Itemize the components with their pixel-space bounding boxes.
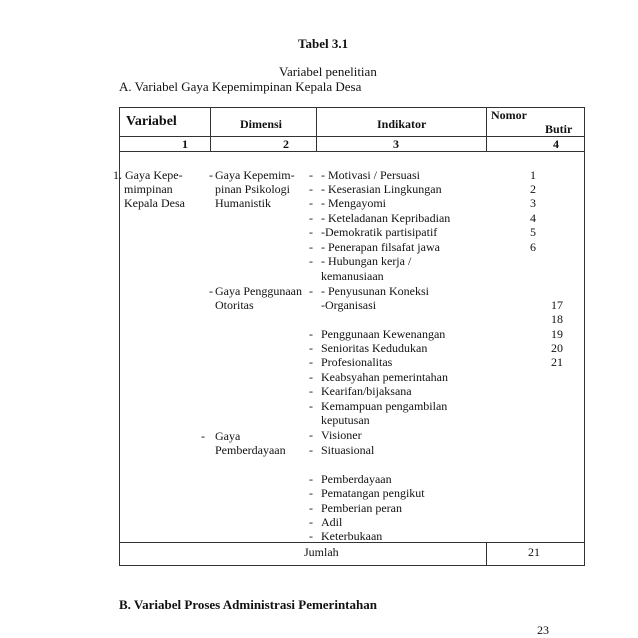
item-number: 20 <box>551 341 563 355</box>
indicator-item: - Hubungan kerja / <box>321 254 412 268</box>
variable-line: mimpinan <box>124 182 173 196</box>
col-divider-3 <box>486 107 487 152</box>
dash-marker: - <box>309 196 313 210</box>
dimension-line: Gaya Kepemim- <box>215 168 295 182</box>
indicator-item: Adil <box>321 515 343 529</box>
subtitle: Variabel penelitian <box>279 64 377 79</box>
dimension-bullet: - <box>209 284 213 298</box>
dash-marker: - <box>309 501 313 515</box>
dash-marker: - <box>309 515 313 529</box>
item-number: 19 <box>551 327 563 341</box>
section-a-heading: A. Variabel Gaya Kepemimpinan Kepala Desa <box>119 79 362 94</box>
dash-marker: - <box>309 370 313 384</box>
dash-marker: - <box>309 355 313 369</box>
indicator-item: kemanusiaan <box>321 269 384 283</box>
dimension-line: Pemberdayaan <box>215 443 286 457</box>
dash-marker: - <box>309 284 313 298</box>
dimension-line: Gaya <box>215 429 241 443</box>
col-divider-total <box>486 542 487 566</box>
dash-marker: - <box>309 341 313 355</box>
item-number: 18 <box>551 312 563 326</box>
col-number-1: 1 <box>182 137 188 151</box>
table-colnum-divider <box>119 151 585 152</box>
dimension-line: Otoritas <box>215 298 254 312</box>
dash-marker: - <box>309 254 313 268</box>
dash-marker: - <box>309 529 313 543</box>
header-indikator: Indikator <box>377 117 427 131</box>
header-butir: Butir <box>545 122 573 136</box>
item-number: 17 <box>551 298 563 312</box>
dimension-line: pinan Psikologi <box>215 182 291 196</box>
dash-marker: - <box>309 443 313 457</box>
dimension-line: Humanistik <box>215 196 271 210</box>
dash-marker: - <box>309 240 313 254</box>
table-title: Tabel 3.1 <box>298 36 349 51</box>
indicator-item: - Motivasi / Persuasi <box>321 168 420 182</box>
indicator-item: -Organisasi <box>321 298 377 312</box>
header-variabel: Variabel <box>126 114 177 129</box>
dash-marker: - <box>309 225 313 239</box>
indicator-item: -Demokratik partisipatif <box>321 225 438 239</box>
indicator-item: Situasional <box>321 443 375 457</box>
section-b-heading: B. Variabel Proses Administrasi Pemerintahan <box>119 597 377 612</box>
dash-marker: - <box>309 472 313 486</box>
indicator-item: Pematangan pengikut <box>321 486 425 500</box>
indicator-item: - Keserasian Lingkungan <box>321 182 442 196</box>
indicator-item: Profesionalitas <box>321 355 393 369</box>
indicator-item: - Mengayomi <box>321 196 386 210</box>
header-dimensi: Dimensi <box>240 117 282 131</box>
table-header-divider <box>119 136 585 137</box>
dash-marker: - <box>309 327 313 341</box>
col-number-3: 3 <box>393 137 399 151</box>
indicator-item: Keabsyahan pemerintahan <box>321 370 448 384</box>
dash-marker: - <box>309 486 313 500</box>
col-number-4: 4 <box>553 137 559 151</box>
indicator-item: - Penerapan filsafat jawa <box>321 240 440 254</box>
indicator-item: Pemberian peran <box>321 501 402 515</box>
table-border-right <box>584 107 585 566</box>
variable-line: 1. Gaya Kepe- <box>113 168 183 182</box>
total-label: Jumlah <box>304 545 339 559</box>
indicator-item: - Keteladanan Kepribadian <box>321 211 451 225</box>
dimension-line: Gaya Penggunaan <box>215 284 302 298</box>
item-number: 3 <box>530 196 536 210</box>
item-number: 5 <box>530 225 536 239</box>
item-number: 21 <box>551 355 563 369</box>
item-number: 1 <box>530 168 536 182</box>
variable-line: Kepala Desa <box>124 196 185 210</box>
dimension-bullet: - <box>209 168 213 182</box>
dash-marker: - <box>309 182 313 196</box>
indicator-item: Kearifan/bijaksana <box>321 384 412 398</box>
col-number-2: 2 <box>283 137 289 151</box>
table-border-bottom <box>119 565 585 566</box>
indicator-item: Penggunaan Kewenangan <box>321 327 446 341</box>
indicator-item: Kemampuan pengambilan <box>321 399 448 413</box>
header-nomor: Nomor <box>491 108 527 122</box>
item-number: 6 <box>530 240 536 254</box>
indicator-item: - Penyusunan Koneksi <box>321 284 429 298</box>
indicator-item: Visioner <box>321 428 362 442</box>
indicator-item: Pemberdayaan <box>321 472 392 486</box>
indicator-item: keputusan <box>321 413 370 427</box>
col-divider-2 <box>316 107 317 152</box>
dimension-bullet: - <box>201 429 205 443</box>
item-number: 2 <box>530 182 536 196</box>
indicator-item: Senioritas Kedudukan <box>321 341 428 355</box>
total-value: 21 <box>528 545 540 559</box>
dash-marker: - <box>309 428 313 442</box>
dash-marker: - <box>309 211 313 225</box>
col-divider-1 <box>210 107 211 152</box>
indicator-item: Keterbukaan <box>321 529 383 543</box>
item-number: 4 <box>530 211 536 225</box>
dash-marker: - <box>309 384 313 398</box>
dash-marker: - <box>309 399 313 413</box>
dash-marker: - <box>309 168 313 182</box>
page-number: 23 <box>537 623 549 637</box>
